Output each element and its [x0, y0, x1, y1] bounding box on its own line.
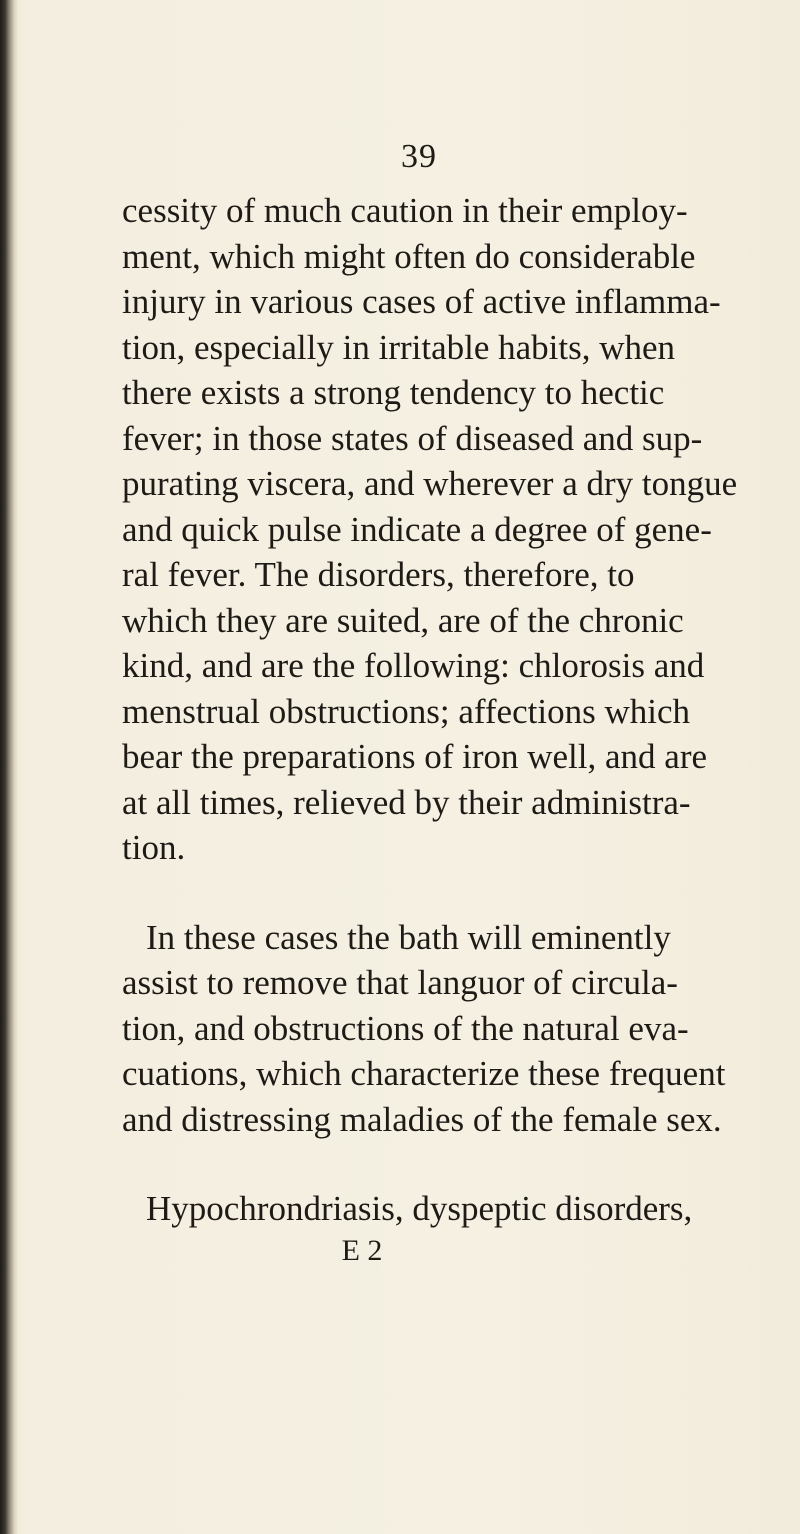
text-line: there exists a strong tendency to hectic	[122, 373, 665, 412]
paragraph-spacer	[122, 1142, 782, 1186]
text-line: cessity of much caution in their employ-	[122, 191, 688, 230]
text-line: purating viscera, and wherever a dry tongue	[122, 464, 738, 503]
text-line: ral fever. The disorders, therefore, to	[122, 555, 635, 594]
text-line: and quick pulse indicate a degree of gene-	[122, 509, 712, 549]
paragraph-3	[122, 1186, 782, 1232]
text-line: tion, especially in irritable habits, when	[122, 327, 676, 367]
text-line: ment, which might often do considerable	[122, 236, 696, 276]
text-line: menstrual obstructions; affections which	[122, 691, 690, 731]
signature-mark: E 2	[341, 1233, 383, 1267]
text-line: tion, and obstructions of the natural eva-	[122, 1008, 689, 1048]
text-line: kind, and are the following: chlorosis and	[122, 646, 705, 685]
text-line: assist to remove that languor of circula-	[122, 963, 678, 1002]
body-text	[122, 188, 782, 1273]
text-line: Hypochrondriasis, dyspeptic disorders,	[146, 1189, 693, 1228]
text-line: injury in various cases of active inflamma-	[122, 282, 721, 321]
text-line: tion.	[122, 828, 186, 867]
text-line: bear the preparations of iron well, and are	[122, 737, 708, 776]
text-line: at all times, relieved by their administra-	[122, 782, 691, 822]
text-line: In these cases the bath will eminently	[146, 917, 671, 957]
text-line: and distressing maladies of the female sex.	[122, 1099, 722, 1139]
paragraph-2	[122, 915, 782, 1143]
text-line: which they are suited, are of the chronic	[122, 600, 684, 640]
binding-edge	[0, 0, 18, 1534]
paragraph-1	[122, 188, 782, 871]
text-line: fever; in those states of diseased and sup-	[122, 418, 703, 458]
paragraph-spacer	[122, 871, 782, 915]
page-number: 39	[401, 138, 437, 175]
text-line: cuations, which characterize these frequent	[122, 1054, 726, 1093]
